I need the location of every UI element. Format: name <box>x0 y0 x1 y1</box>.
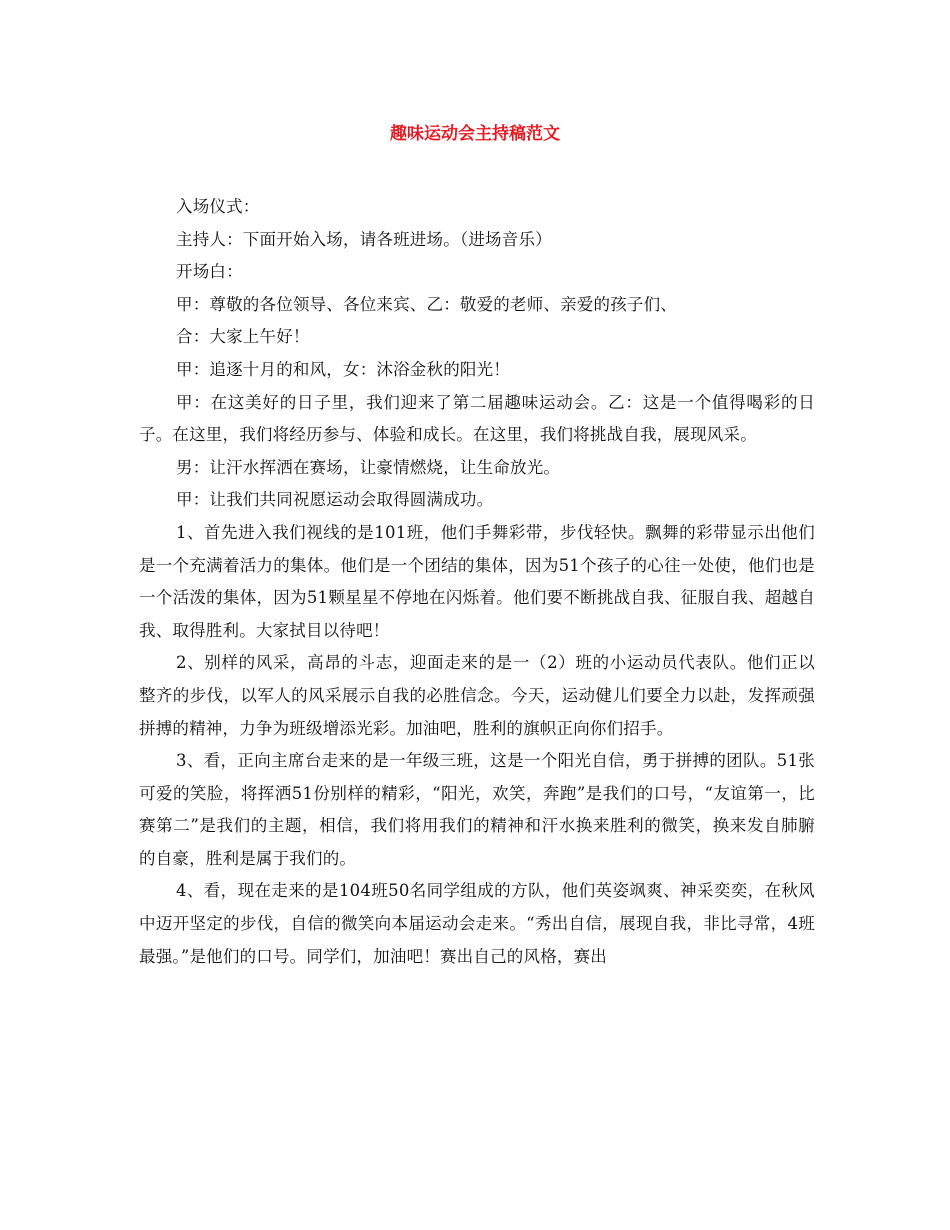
paragraph-class-1-2: 2、别样的风采，高昂的斗志，迎面走来的是一（2）班的小运动员代表队。他们正以整齐的步伐，以军人的风采展示自我的必胜信念。今天，运动健儿们要全力以赴，发挥顽强拼搏的精神，力争为班级增添光彩。加油吧，胜利的旗帜正向你们招手。 <box>139 653 815 738</box>
paragraph-wish: 甲：让我们共同祝愿运动会取得圆满成功。 <box>176 490 494 510</box>
paragraph-host-intro: 主持人：下面开始入场，请各班进场。（进场音乐） <box>176 229 552 249</box>
paragraph-sweat: 男：让汗水挥洒在赛场，让豪情燃烧，让生命放光。 <box>176 457 561 477</box>
paragraph-opening: 开场白： <box>176 262 243 282</box>
paragraph-entrance-ceremony: 入场仪式： <box>176 197 260 216</box>
paragraph-together: 合：大家上午好！ <box>176 327 310 347</box>
document-body <box>139 191 815 973</box>
paragraph-class-104: 4、看，现在走来的是104班50名同学组成的方队，他们英姿飒爽、神采奕奕，在秋风中迈开坚定的步伐，自信的微笑向本届运动会走来。“秀出自信，展现自我，非比寻常，4班最强。”是他们的口号。同学们，加油吧！赛出自己的风格，赛出 <box>139 881 815 966</box>
paragraph-greeting: 甲：尊敬的各位领导、各位来宾、乙：敬爱的老师、亲爱的孩子们、 <box>176 294 677 314</box>
paragraph-class-101: 1、首先进入我们视线的是101班，他们手舞彩带，步伐轻快。飘舞的彩带显示出他们是一个充满着活力的集体。他们是一个团结的集体，因为51个孩子的心往一处使，他们也是一个活泼的集体，因为51颗星星不停地在闪烁着。他们要不断挑战自我、征服自我、超越自我、取得胜利。大家拭目以待吧！ <box>139 522 815 640</box>
paragraph-autumn: 甲：追逐十月的和风，女：沐浴金秋的阳光！ <box>176 359 510 379</box>
document-title: 趣味运动会主持稿范文 <box>390 124 560 144</box>
paragraph-class-1-3: 3、看，正向主席台走来的是一年级三班，这是一个阳光自信，勇于拼搏的团队。51张可爱的笑脸，将挥洒51份别样的精彩，“阳光，欢笑，奔跑”是我们的口号，“友谊第一，比赛第二”是我们的主题，相信，我们将用我们的精神和汗水换来胜利的微笑，换来发自肺腑的自豪，胜利是属于我们的。 <box>139 751 815 868</box>
paragraph-games-welcome: 甲：在这美好的日子里，我们迎来了第二届趣味运动会。乙：这是一个值得喝彩的日子。在这里，我们将经历参与、体验和成长。在这里，我们将挑战自我，展现风采。 <box>139 392 815 445</box>
